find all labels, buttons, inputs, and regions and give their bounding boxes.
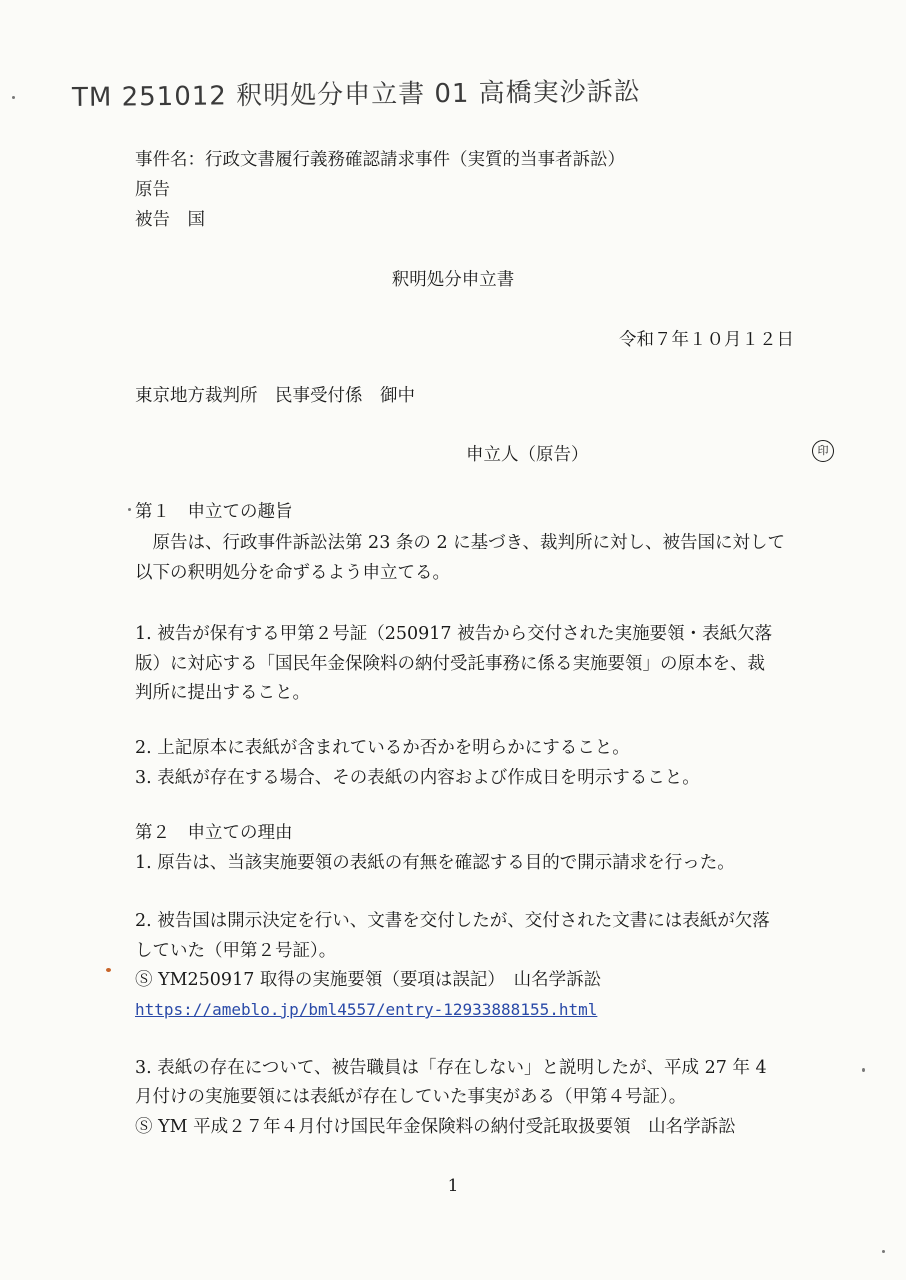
section2-item2-line1: 2. 被告国は開示決定を行い、文書を交付したが、交付された文書には表紙が欠落 [135,911,770,931]
scan-speck-orange [106,968,111,972]
section2-item3-line1: 3. 表紙の存在について、被告職員は「存在しない」と説明したが、平成 27 年 4 [135,1058,767,1078]
applicant-label: 申立人（原告） [466,445,589,465]
reference-2: Ⓢ YM 平成２７年４月付け国民年金保険料の納付受託取扱要領 山名学訴訟 [135,1117,736,1137]
section2-heading: 第２ 申立ての理由 [135,823,293,843]
reference-1: Ⓢ YM250917 取得の実施要領（要項は誤記） 山名学訴訟 [135,970,602,990]
section1-item1-line1: 1. 被告が保有する甲第２号証（250917 被告から交付された実施要領・表紙欠落 [135,624,773,644]
page-number: 1 [447,1176,459,1196]
section1-item1-line2: 版）に対応する「国民年金保険料の納付受託事務に係る実施要領」の原本を、裁 [135,654,765,674]
section1-item1-line3: 判所に提出すること。 [135,683,310,703]
link-line [135,997,835,1023]
addressee: 東京地方裁判所 民事受付係 御中 [135,386,415,406]
section2-item2-line2: していた（甲第２号証）。 [135,941,337,961]
section1-item3: 3. 表紙が存在する場合、その表紙の内容および作成日を明示すること。 [135,768,700,788]
scan-speck [862,1068,865,1072]
section1-item2: 2. 上記原本に表紙が含まれているか否かを明らかにすること。 [135,738,630,758]
plaintiff-label: 原告 [135,180,170,200]
reference-link[interactable]: https://ameblo.jp/bml4557/entry-12933888155.html [135,1000,598,1019]
scan-speck [12,96,15,99]
section2-item3-line2: 月付けの実施要領には表紙が存在していた事実がある（甲第４号証）。 [135,1087,687,1107]
defendant-label: 被告 国 [135,210,205,230]
handwritten-note: TM 251012 釈明処分申立書 01 高橋実沙訴訟 [71,77,641,113]
seal-mark: 印 [812,440,834,462]
scan-speck [128,508,131,511]
document-title: 釈明処分申立書 [391,270,515,290]
section1-intro-line1: 原告は、行政事件訴訟法第 23 条の 2 に基づき、裁判所に対し、被告国に対して [135,533,785,553]
section1-intro-line2: 以下の釈明処分を命ずるよう申立てる。 [135,563,450,583]
case-name: 事件名：行政文書履行義務確認請求事件（実質的当事者訴訟） [135,150,625,170]
document-date: 令和７年１０月１２日 [619,330,794,350]
section1-heading: 第１ 申立ての趣旨 [135,502,293,522]
section2-item1: 1. 原告は、当該実施要領の表紙の有無を確認する目的で開示請求を行った。 [135,853,735,873]
scan-speck [882,1250,885,1253]
